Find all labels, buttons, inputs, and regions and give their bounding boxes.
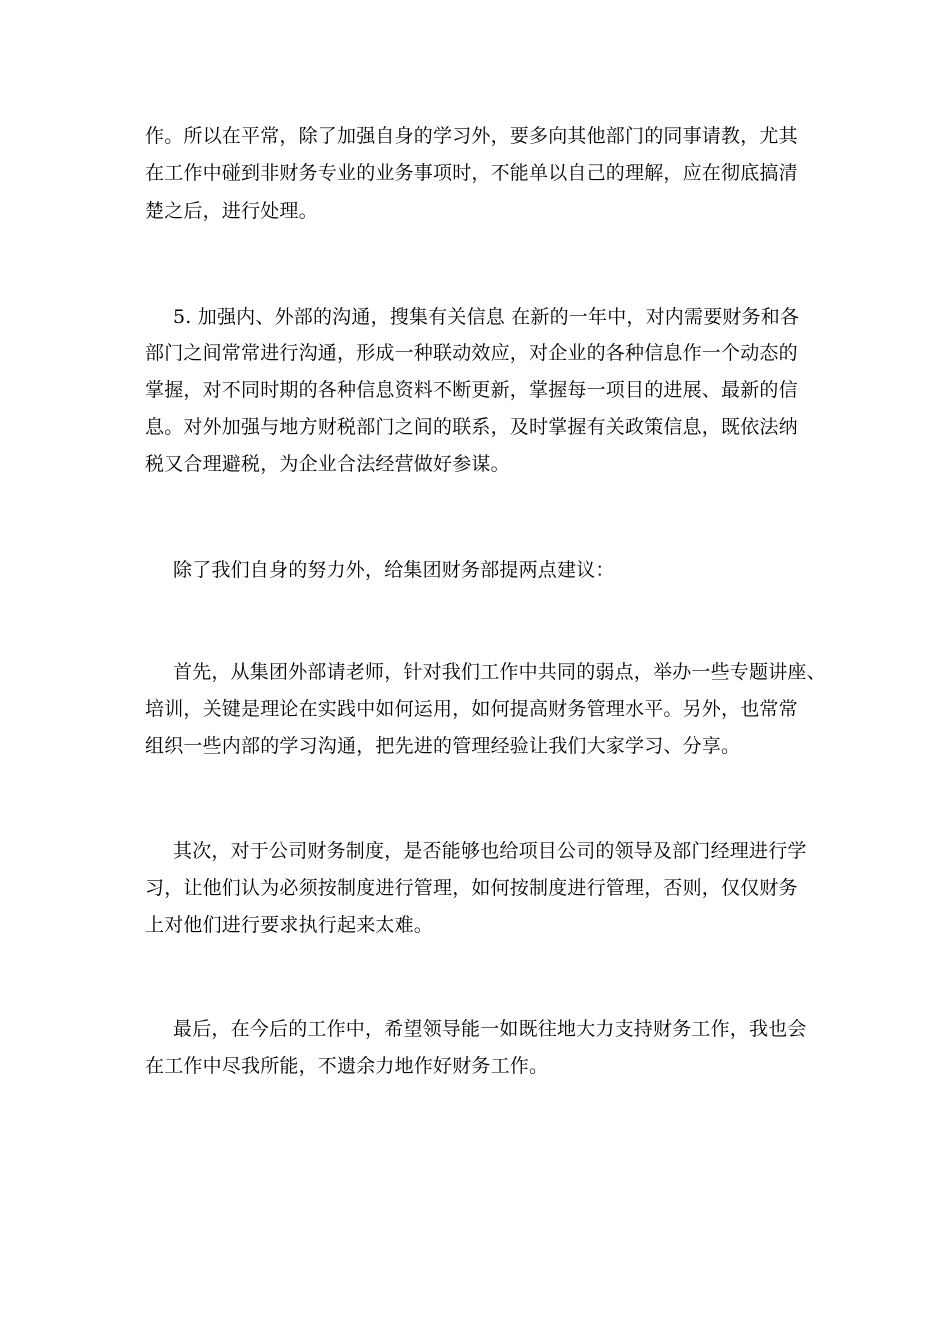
paragraph-line: 5. 加强内、外部的沟通，搜集有关信息 在新的一年中，对内需要财务和各	[173, 306, 800, 328]
paragraph-line: 楚之后，进行处理。	[145, 200, 318, 222]
paragraph-line: 税又合理避税，为企业合法经营做好参谋。	[145, 453, 510, 475]
paragraph-line: 掌握，对不同时期的各种信息资料不断更新，掌握每一项目的进展、最新的信	[145, 379, 798, 401]
paragraph-line: 作。所以在平常，除了加强自身的学习外，要多向其他部门的同事请教，尤其	[145, 125, 798, 147]
paragraph-line: 部门之间常常进行沟通，形成一种联动效应，对企业的各种信息作一个动态的	[145, 342, 798, 364]
paragraph-line: 培训，关键是理论在实践中如何运用，如何提高财务管理水平。另外，也常常	[145, 698, 798, 720]
paragraph-line: 最后，在今后的工作中，希望领导能一如既往地大力支持财务工作，我也会	[173, 1018, 807, 1040]
paragraph-line: 在工作中尽我所能，不遗余力地作好财务工作。	[145, 1055, 549, 1077]
paragraph-line: 在工作中碰到非财务专业的业务事项时，不能单以自己的理解，应在彻底搞清	[145, 162, 798, 184]
paragraph-line: 其次，对于公司财务制度，是否能够也给项目公司的领导及部门经理进行学	[173, 840, 807, 862]
paragraph-line: 组织一些内部的学习沟通，把先进的管理经验让我们大家学习、分享。	[145, 735, 741, 757]
paragraph-line: 首先，从集团外部请老师，针对我们工作中共同的弱点，举办一些专题讲座、	[173, 661, 826, 683]
paragraph-line: 习，让他们认为必须按制度进行管理，如何按制度进行管理，否则，仅仅财务	[145, 877, 798, 899]
paragraph-line: 上对他们进行要求执行起来太难。	[145, 914, 434, 936]
paragraph-line: 息。对外加强与地方财税部门之间的联系，及时掌握有关政策信息，既依法纳	[145, 416, 798, 438]
paragraph-line: 除了我们自身的努力外，给集团财务部提两点建议：	[173, 559, 615, 581]
